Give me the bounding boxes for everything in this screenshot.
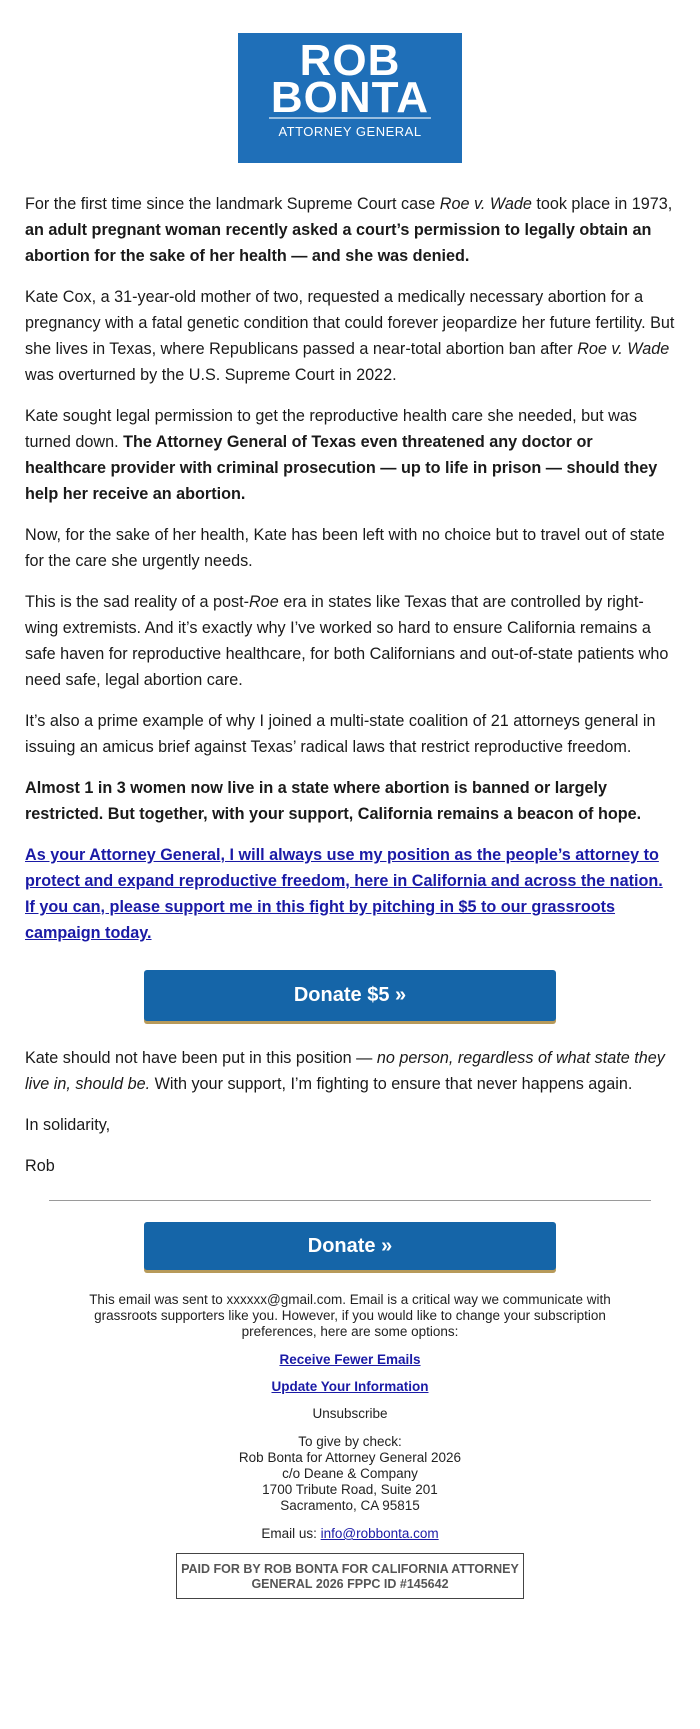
check-heading: To give by check: <box>298 1434 402 1449</box>
paragraph-1: For the first time since the landmark Supreme Court case Roe v. Wade took place in 1973, an adult pregnant woman recently asked a court’s permission to legally obtain an abortion for the sake of her health — and she was denied. <box>25 195 673 265</box>
paragraph-7: Almost 1 in 3 women now live in a state where abortion is banned or largely restricted. But together, with your support, California remains a beacon of hope. <box>25 779 642 823</box>
check-address-line-3: 1700 Tribute Road, Suite 201 <box>262 1482 438 1497</box>
signature: Rob <box>25 1157 55 1175</box>
signoff: In solidarity, <box>25 1116 111 1134</box>
receive-fewer-emails-link[interactable]: Receive Fewer Emails <box>279 1352 421 1367</box>
paragraph-2: Kate Cox, a 31-year-old mother of two, requested a medically necessary abortion for a pregnancy with a fatal genetic condition that could forever jeopardize her future fertility. But she lives in Texas, where Republicans passed a near-total abortion ban after Roe v. Wade was overturned by the U.S. Supreme Court in 2022. <box>25 288 675 384</box>
footer <box>0 1292 700 1599</box>
unsubscribe-link[interactable]: Unsubscribe <box>312 1406 388 1421</box>
rob-bonta-logo <box>238 33 462 163</box>
email-body <box>0 33 700 1599</box>
paragraph-3: Kate sought legal permission to get the reproductive health care she needed, but was turned down. The Attorney General of Texas even threatened any doctor or healthcare provider with criminal prosecution — up to life in prison — should they help her receive an abortion. <box>25 407 658 503</box>
email-address-link[interactable]: info@robbonta.com <box>320 1526 439 1541</box>
paragraph-9: Kate should not have been put in this position — no person, regardless of what state they live in, should be. With your support, I’m fighting to ensure that never happens again. <box>25 1049 665 1093</box>
donate-button[interactable]: Donate » <box>144 1222 556 1270</box>
donate-text-link[interactable]: As your Attorney General, I will always use my position as the people’s attorney to protect and expand reproductive freedom, here in California and across the nation. If you can, please support me in this fight by pitching in $5 to our grassroots campaign today. <box>25 846 663 942</box>
donate-5-button[interactable]: Donate $5 » <box>144 970 556 1021</box>
paragraph-5: This is the sad reality of a post-Roe era in states like Texas that are controlled by right-wing extremists. And it’s exactly why I’ve worked so hard to ensure California remains a safe haven for reproductive healthcare, for both Californians and out-of-state patients who need safe, legal abortion care. <box>25 593 669 689</box>
check-address-line-2: c/o Deane & Company <box>282 1466 418 1481</box>
update-information-link[interactable]: Update Your Information <box>271 1379 429 1394</box>
paragraph-8 <box>25 842 675 946</box>
logo-line-1: ROB <box>299 36 401 85</box>
letter-closing <box>25 1045 675 1179</box>
check-address-line-4: Sacramento, CA 95815 <box>280 1498 420 1513</box>
email-us-line: Email us: info@robbonta.com <box>261 1526 439 1541</box>
logo-line-3: ATTORNEY GENERAL <box>269 117 431 145</box>
paragraph-6: It’s also a prime example of why I joined a multi-state coalition of 21 attorneys general in issuing an amicus brief against Texas’ radical laws that restrict reproductive freedom. <box>25 712 656 756</box>
paragraph-4: Now, for the sake of her health, Kate has been left with no choice but to travel out of state for the care she urgently needs. <box>25 526 665 570</box>
logo-line-2: BONTA <box>270 73 430 122</box>
letter-content <box>25 191 675 946</box>
subscription-notice: This email was sent to xxxxxx@gmail.com. Email is a critical way we communicate with grassroots supporters like you. However, if you would like to change your subscription preferences, here are some options: <box>89 1292 611 1339</box>
paid-for-disclaimer: PAID FOR BY ROB BONTA FOR CALIFORNIA ATTORNEY GENERAL 2026 FPPC ID #145642 <box>176 1553 524 1599</box>
check-address-line-1: Rob Bonta for Attorney General 2026 <box>238 1450 462 1465</box>
